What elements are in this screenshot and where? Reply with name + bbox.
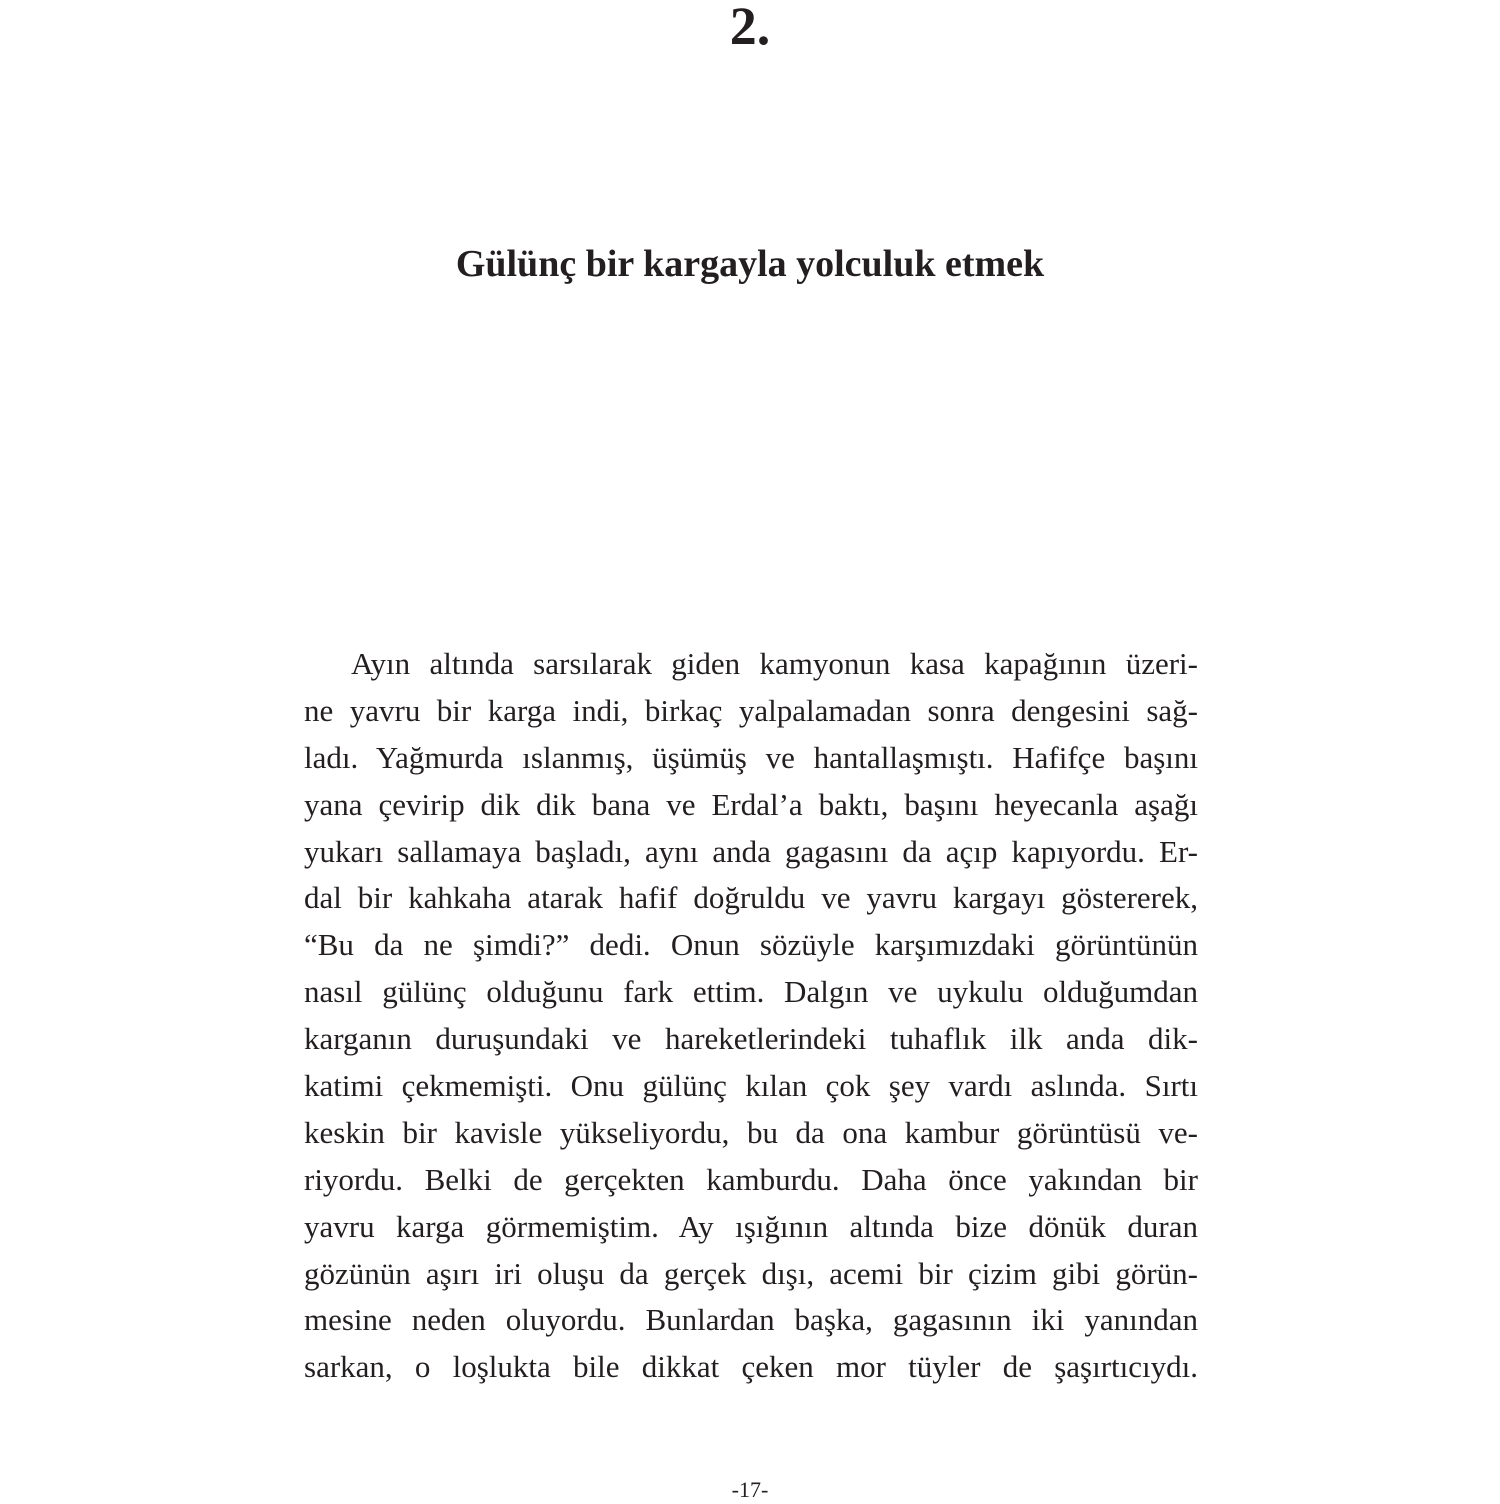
chapter-title: Gülünç bir kargayla yolculuk etmek	[455, 243, 1045, 285]
body-text	[304, 641, 1198, 1391]
text-line: dal bir kahkaha atarak hafif doğruldu ve yavru kargayı göstererek,	[304, 880, 1198, 916]
text-line: ne yavru bir karga indi, birkaç yalpalamadan sonra dengesini sağ-	[304, 692, 1198, 728]
text-line: nasıl gülünç olduğunu fark ettim. Dalgın ve uykulu olduğumdan	[304, 974, 1198, 1010]
text-line: sarkan, o loşlukta bile dikkat çeken mor tüyler de şaşırtıcıydı.	[304, 1349, 1198, 1385]
text-line: mesine neden oluyordu. Bunlardan başka, gagasının iki yanından	[304, 1302, 1198, 1338]
page-number: -17-	[731, 1477, 769, 1502]
text-line: yukarı sallamaya başladı, aynı anda gagasını da açıp kapıyordu. Er-	[304, 833, 1198, 869]
text-line: katimi çekmemişti. Onu gülünç kılan çok şey vardı aslında. Sırtı	[304, 1068, 1198, 1104]
text-line: Ayın altında sarsılarak giden kamyonun kasa kapağının üzeri-	[351, 646, 1198, 681]
text-line: riyordu. Belki de gerçekten kamburdu. Daha önce yakından bir	[304, 1161, 1198, 1197]
text-line: ladı. Yağmurda ıslanmış, üşümüş ve hantallaşmıştı. Hafifçe başını	[304, 739, 1198, 775]
text-line: yana çevirip dik dik bana ve Erdal’a baktı, başını heyecanla aşağı	[304, 786, 1198, 822]
text-line: “Bu da ne şimdi?” dedi. Onun sözüyle karşımızdaki görüntünün	[304, 927, 1198, 963]
chapter-number: 2.	[729, 0, 771, 56]
text-line: karganın duruşundaki ve hareketlerindeki tuhaflık ilk anda dik-	[304, 1021, 1198, 1057]
text-line: yavru karga görmemiştim. Ay ışığının altında bize dönük duran	[304, 1208, 1198, 1244]
text-line: gözünün aşırı iri oluşu da gerçek dışı, acemi bir çizim gibi görün-	[304, 1255, 1198, 1291]
text-line: keskin bir kavisle yükseliyordu, bu da ona kambur görüntüsü ve-	[304, 1114, 1198, 1150]
